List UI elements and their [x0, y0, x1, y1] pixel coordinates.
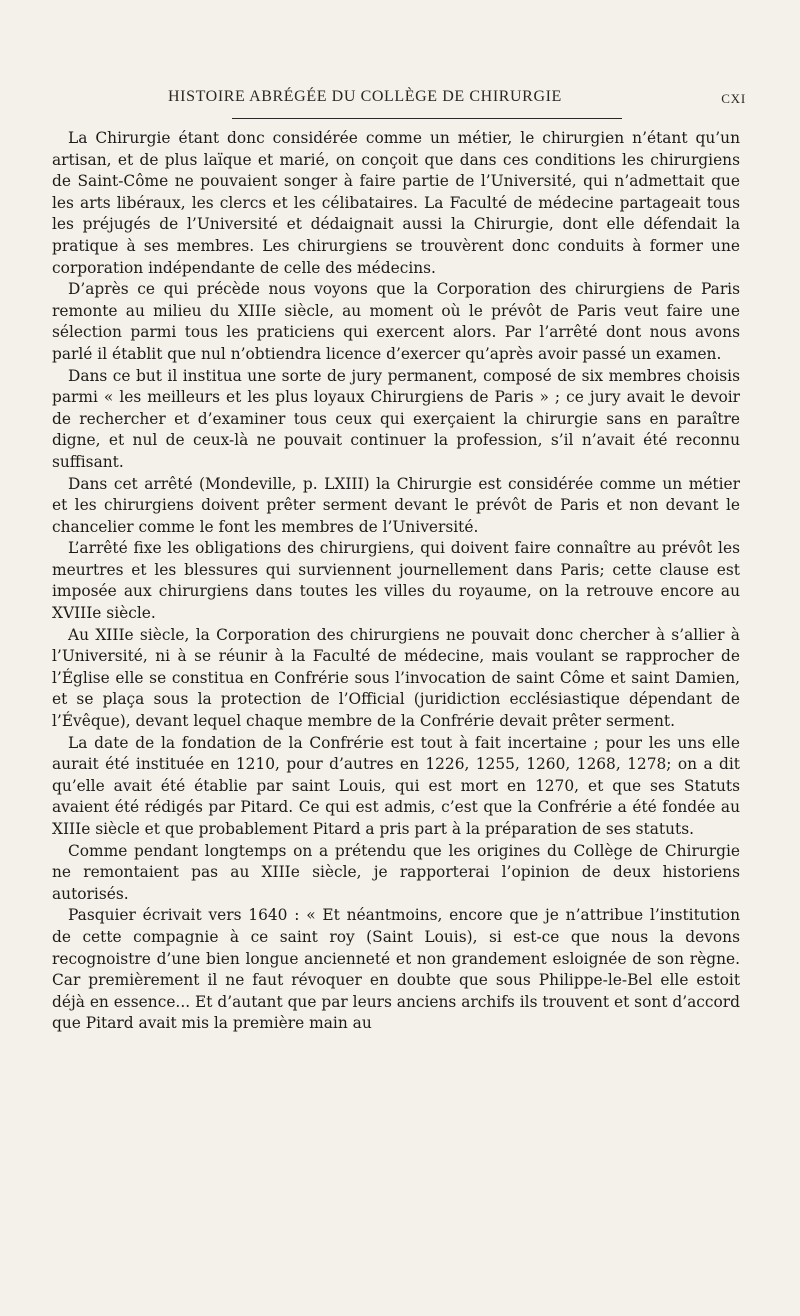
paragraph: L’arrêté fixe les obligations des chirurgiens, qui doivent faire connaître au prévôt les meurtres et les blessures qui surviennent journellement dans Paris; cette clause est imposée aux chirurgiens dans toutes les villes du royaume, on la retrouve encore au XVIIIe siècle.	[52, 539, 740, 623]
paragraph: Pasquier écrivait vers 1640 : « Et néantmoins, encore que je n’attribue l’institution de cette compagnie à ce saint roy (Saint Louis), si est-ce que nous la devons recognoistre d’une bien longue ancienneté et non grandement esloignée de son règne. Car premièrement il ne faut révoquer en doubte que sous Philippe-le-Bel elle estoit déjà en essence... Et d’autant que par leurs anciens archifs ils trouvent et sont d’accord que Pitard avait mis la première main au	[52, 906, 740, 1033]
paragraph: Dans cet arrêté (Mondeville, p. LXIII) la Chirurgie est considérée comme un métier et les chirurgiens doivent prêter serment devant le prévôt de Paris et non devant le chancelier comme le font les membres de l’Université.	[52, 474, 740, 536]
paragraph: La date de la fondation de la Confrérie est tout à fait incertaine ; pour les uns elle aurait été instituée en 1210, pour d’autres en 1226, 1255, 1260, 1268, 1278; on a dit qu’elle avait été établie par saint Louis, qui est mort en 1270, et que ses Statuts avaient été rédigés par Pitard. Ce qui est admis, c’est que la Confrérie a été fondée au XIIIe siècle et que probablement Pitard a pris part à la préparation de ses statuts.	[52, 733, 740, 838]
running-header	[68, 88, 750, 114]
paragraph: Au XIIIe siècle, la Corporation des chirurgiens ne pouvait donc chercher à s’allier à l’Université, ni à se réunir à la Faculté de médecine, mais voulant se rapprocher de l’Église elle se constitua en Confrérie sous l’invocation de saint Côme et saint Damien, et se plaça sous la protection de l’Official (juridiction ecclésiastique dépendant de l’Évêque), devant lequel chaque membre de la Confrérie devait prêter serment.	[52, 625, 740, 731]
paragraph: Comme pendant longtemps on a prétendu que les origines du Collège de Chirurgie ne remontaient pas au XIIIe siècle, je rapporterai l’opinion de deux historiens autorisés.	[52, 841, 740, 903]
paragraph: La Chirurgie étant donc considérée comme un métier, le chirurgien n’étant qu’un artisan, et de plus laïque et marié, on conçoit que dans ces conditions les chirurgiens de Saint-Côme ne pouvaient songer à faire partie de l’Université, qui n’admettait que les arts libéraux, les clercs et les célibataires. La Faculté de médecine partageait tous les préjugés de l’Université et dédaignait aussi la Chirurgie, dont elle défendait la pratique à ses membres. Les chirurgiens se trouvèrent donc conduits à former une corporation indépendante de celle des médecins.	[52, 129, 740, 277]
running-title: HISTOIRE ABRÉGÉE DU COLLÈGE DE CHIRURGIE	[168, 88, 562, 105]
header-rule	[232, 118, 622, 119]
paragraph: D’après ce qui précède nous voyons que la Corporation des chirurgiens de Paris remonte au milieu du XIIIe siècle, au moment où le prévôt de Paris veut faire une sélection parmi tous les praticiens qui exercent alors. Par l’arrêté dont nous avons parlé il établit que nul n’obtiendra licence d’exercer qu’après avoir passé un examen.	[52, 280, 740, 363]
page-number: CXI	[721, 91, 746, 106]
paragraph: Dans ce but il institua une sorte de jury permanent, composé de six membres choisis parmi « les meilleurs et les plus loyaux Chirurgiens de Paris » ; ce jury avait le devoir de rechercher et d’examiner tous ceux qui exerçaient la chirurgie sans en paraître digne, et nul de ceux-là ne pouvait continuer la profession, s’il n’avait été reconnu suffisant.	[52, 366, 740, 471]
body-text	[52, 128, 740, 1035]
